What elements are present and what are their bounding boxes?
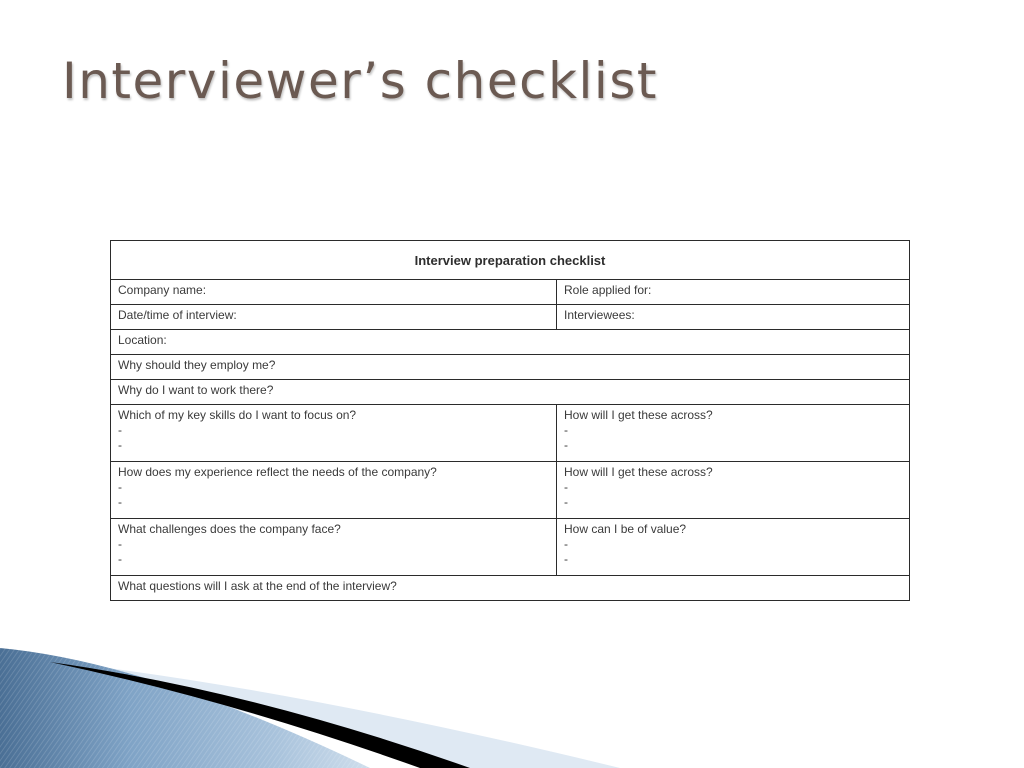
bullet-dash: - (118, 480, 122, 494)
get-across-cell (557, 462, 910, 519)
company-name-cell: Company name: (111, 280, 557, 305)
employ-me-cell: Why should they employ me? (111, 355, 910, 380)
blue-wave (0, 648, 370, 768)
end-questions-cell: What questions will I ask at the end of the interview? (111, 576, 910, 601)
blue-wave-texture (0, 648, 370, 768)
light-wave (60, 662, 620, 768)
get-across-cell (557, 405, 910, 462)
bullet-dash: - (564, 552, 568, 566)
experience-question: How does my experience reflect the needs of the company? (118, 465, 437, 479)
bullet-dash: - (118, 495, 122, 509)
key-skills-cell (111, 405, 557, 462)
bullet-dash: - (564, 495, 568, 509)
challenges-question: What challenges does the company face? (118, 522, 341, 536)
interview-checklist-table (110, 240, 910, 601)
slide-title: Interviewer’s checklist (62, 52, 658, 110)
bullet-dash: - (564, 438, 568, 452)
get-across-question: How will I get these across? (564, 465, 713, 479)
table-row (111, 462, 910, 519)
interviewees-cell: Interviewees: (557, 305, 910, 330)
table-row (111, 305, 910, 330)
table-row (111, 355, 910, 380)
be-of-value-question: How can I be of value? (564, 522, 687, 536)
bullet-dash: - (564, 423, 568, 437)
table-row (111, 330, 910, 355)
table-heading-row (111, 241, 910, 280)
table-row (111, 280, 910, 305)
role-applied-cell: Role applied for: (557, 280, 910, 305)
table-row (111, 576, 910, 601)
challenges-cell (111, 519, 557, 576)
experience-cell (111, 462, 557, 519)
table-row (111, 405, 910, 462)
bullet-dash: - (564, 537, 568, 551)
bullet-dash: - (118, 438, 122, 452)
bullet-dash: - (118, 423, 122, 437)
table-row (111, 380, 910, 405)
be-of-value-cell (557, 519, 910, 576)
bullet-dash: - (118, 537, 122, 551)
black-wave (50, 662, 470, 768)
table-row (111, 519, 910, 576)
work-there-cell: Why do I want to work there? (111, 380, 910, 405)
table-heading: Interview preparation checklist (111, 241, 910, 280)
bullet-dash: - (564, 480, 568, 494)
location-cell: Location: (111, 330, 910, 355)
get-across-question: How will I get these across? (564, 408, 713, 422)
date-time-cell: Date/time of interview: (111, 305, 557, 330)
bullet-dash: - (118, 552, 122, 566)
key-skills-question: Which of my key skills do I want to focus on? (118, 408, 357, 422)
